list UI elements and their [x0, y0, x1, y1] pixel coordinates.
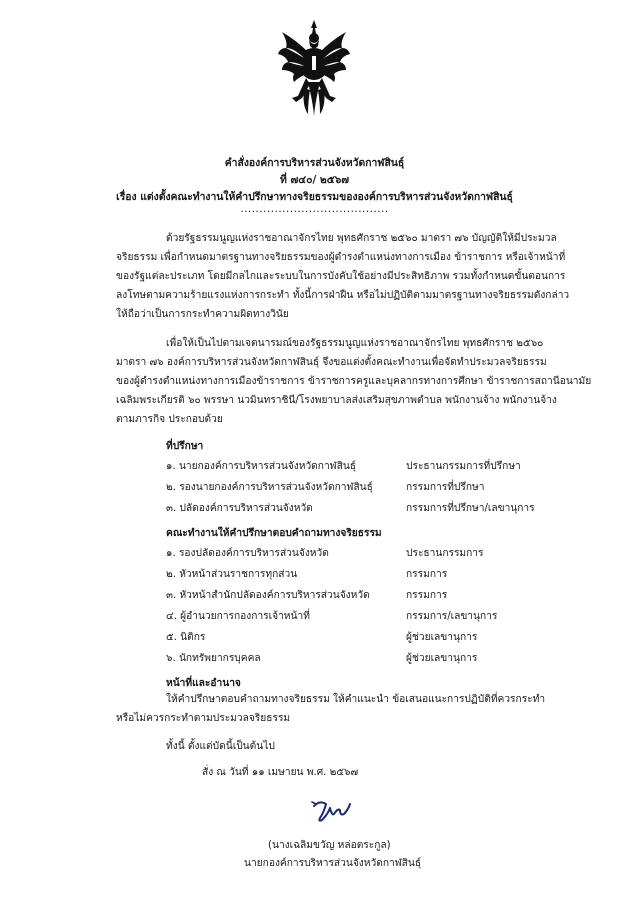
- para1-line: ของรัฐแต่ละประเภท โดยมีกลไกและระบบในการบังคับใช้อย่างมีประสิทธิภาพ รวมทั้งกำหนดขั้นตอนการ: [116, 271, 566, 282]
- garuda-emblem-icon: [278, 18, 350, 120]
- duties-heading: หน้าที่และอำนาจ: [166, 678, 241, 689]
- committee-name: ๖. นักทรัพยากรบุคคล: [166, 653, 261, 664]
- advisor-name: ๑. นายกองค์การบริหารส่วนจังหวัดกาฬสินธุ์: [166, 461, 357, 472]
- para1-line: ลงโทษตามความร้ายแรงแห่งการกระทำ ทั้งนี้การฝ่าฝืน หรือไม่ปฏิบัติตามมาตรฐานทางจริยธรรมดังกล่าว: [116, 290, 570, 301]
- committee-role: กรรมการ: [406, 569, 448, 580]
- advisor-role: กรรมการที่ปรึกษา/เลขานุการ: [406, 503, 535, 514]
- committee-role: ประธานกรรมการ: [406, 548, 484, 559]
- para2-line: มาตรา ๗๖ องค์การบริหารส่วนจังหวัดกาฬสินธุ์ จึงขอแต่งตั้งคณะทำงานเพื่อจัดทำประมวลจริยธรรม: [116, 357, 547, 368]
- committee-role: กรรมการ: [406, 590, 448, 601]
- advisor-name: ๒. รองนายกองค์การบริหารส่วนจังหวัดกาฬสินธุ์: [166, 482, 373, 493]
- signer-title: นายกองค์การบริหารส่วนจังหวัดกาฬสินธุ์: [244, 858, 422, 869]
- committee-role: กรรมการ/เลขานุการ: [406, 611, 498, 622]
- committee-name: ๒. หัวหน้าส่วนราชการทุกส่วน: [166, 569, 298, 580]
- advisor-role: กรรมการที่ปรึกษา: [406, 482, 485, 493]
- effective-note: ทั้งนี้ ตั้งแต่บัดนี้เป็นต้นไป: [166, 741, 275, 752]
- para2-line: ตามภารกิจ ประกอบด้วย: [116, 414, 223, 425]
- advisors-heading: ที่ปรึกษา: [166, 441, 204, 452]
- advisor-role: ประธานกรรมการที่ปรึกษา: [406, 461, 521, 472]
- committee-role: ผู้ช่วยเลขานุการ: [406, 653, 478, 664]
- handwritten-signature: [310, 798, 354, 824]
- duties-line: ให้คำปรึกษาตอบคำถามทางจริยธรรม ให้คำแนะนำ ข้อเสนอแนะการปฏิบัติที่ควรกระทำ: [166, 694, 546, 705]
- signer-name: (นางเฉลิมขวัญ หล่อตระกูล): [268, 840, 391, 851]
- order-number: ที่ ๗๔๐/ ๒๕๖๗: [279, 174, 350, 186]
- committee-name: ๓. หัวหน้าสำนักปลัดองค์การบริหารส่วนจังหวัด: [166, 590, 370, 601]
- para1-line: จริยธรรม เพื่อกำหนดมาตรฐานทางจริยธรรมของผู้ดำรงตำแหน่งทางการเมือง ข้าราชการ หรือเจ้าหน้าที่: [116, 252, 566, 263]
- committee-name: ๑. รองปลัดองค์การบริหารส่วนจังหวัด: [166, 548, 329, 559]
- para2-line: เฉลิมพระเกียรติ ๖๐ พรรษา นวมินทราชินี/โรงพยาบาลส่งเสริมสุขภาพตำบล พนักงานจ้าง พนักงานจ้าง: [116, 395, 557, 406]
- order-date: สั่ง ณ วันที่ ๑๑ เมษายน พ.ศ. ๒๕๖๗: [202, 767, 359, 778]
- para1-line: ให้ถือว่าเป็นการกระทำความผิดทางวินัย: [116, 309, 289, 320]
- advisor-name: ๓. ปลัดองค์การบริหารส่วนจังหวัด: [166, 503, 313, 514]
- committee-name: ๕. นิติกร: [166, 632, 206, 643]
- header-divider: .......................................: [240, 203, 389, 215]
- duties-line: หรือไม่ควรกระทำตามประมวลจริยธรรม: [116, 713, 291, 724]
- para2-line: เพื่อให้เป็นไปตามเจตนารมณ์ของรัฐธรรมนูญแห่งราชอาณาจักรไทย พุทธศักราช ๒๕๖๐: [166, 338, 544, 349]
- committee-name: ๔. ผู้อำนวยการกองการเจ้าหน้าที่: [166, 611, 310, 622]
- committee-heading: คณะทำงานให้คำปรึกษาตอบคำถามทางจริยธรรม: [166, 528, 382, 539]
- order-title: คำสั่งองค์การบริหารส่วนจังหวัดกาฬสินธุ์: [224, 157, 405, 169]
- para1-line: ด้วยรัฐธรรมนูญแห่งราชอาณาจักรไทย พุทธศักราช ๒๕๖๐ มาตรา ๗๖ บัญญัติให้มีประมวล: [166, 233, 557, 244]
- committee-role: ผู้ช่วยเลขานุการ: [406, 632, 478, 643]
- para2-line: ของผู้ดำรงตำแหน่งทางการเมืองข้าราชการ ข้าราชการครูและบุคลากรทางการศึกษา ข้าราชการสถานีอนามัย: [116, 376, 592, 387]
- order-subject: เรื่อง แต่งตั้งคณะทำงานให้คำปรึกษาทางจริยธรรมขององค์การบริหารส่วนจังหวัดกาฬสินธุ์: [116, 191, 513, 203]
